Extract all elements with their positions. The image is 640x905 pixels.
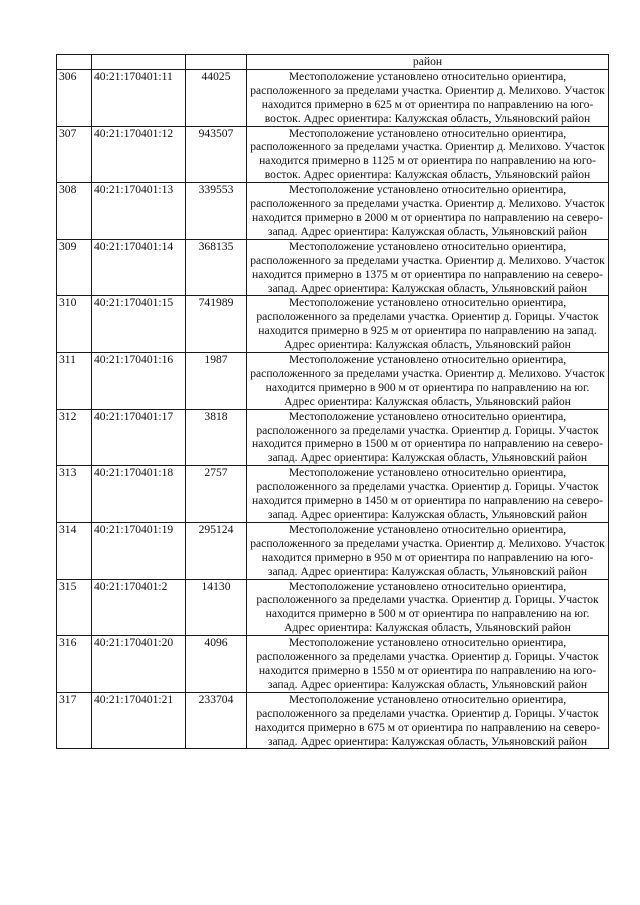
location-cell: Местоположение установлено относительно ориентира, расположенного за пределами участка. Ориентир д. Горицы. Участок находится примерно в 1550 м от ориентира по направлению на юго-запад. Адрес ориентира: Калужская область, Ульяновский район [247,636,609,693]
table-row [57,183,609,240]
location-cell: Местоположение установлено относительно ориентира, расположенного за пределами участка. Ориентир д. Горицы. Участок находится примерно в 500 м от ориентира по направлению на юг. Адрес ориентира: Калужская область, Ульяновский район [247,579,609,636]
row-number-cell: 316 [57,636,92,693]
row-number-cell: 309 [57,239,92,296]
row-number-cell: 306 [57,69,92,126]
continuation-cadastral-cell [92,55,186,70]
row-number-cell: 308 [57,183,92,240]
row-number-cell: 311 [57,353,92,410]
table-row [57,239,609,296]
location-cell: Местоположение установлено относительно ориентира, расположенного за пределами участка. Ориентир д. Мелихово. Участок находится примерно в 900 м от ориентира по направлению на юг. Адрес ориентира: Калужская область, Ульяновский район [247,353,609,410]
cadastral-number-cell: 40:21:170401:20 [92,636,186,693]
continuation-num-cell [57,55,92,70]
cadastral-number-cell: 40:21:170401:17 [92,409,186,466]
cadastral-number-cell: 40:21:170401:15 [92,296,186,353]
table-row [57,409,609,466]
land-plots-table [56,54,609,749]
location-cell: Местоположение установлено относительно ориентира, расположенного за пределами участка. Ориентир д. Мелихово. Участок находится примерно в 2000 м от ориентира по направлению на северо-запад. Адрес ориентира: Калужская область, Ульяновский район [247,183,609,240]
row-number-cell: 310 [57,296,92,353]
table-row [57,353,609,410]
table-body [57,55,609,749]
area-cell: 741989 [186,296,247,353]
cadastral-number-cell: 40:21:170401:19 [92,522,186,579]
location-cell: Местоположение установлено относительно ориентира, расположенного за пределами участка. Ориентир д. Горицы. Участок находится примерно в 1450 м от ориентира по направлению на северо-запад. Адрес ориентира: Калужская область, Ульяновский район [247,466,609,523]
table-row [57,579,609,636]
area-cell: 44025 [186,69,247,126]
area-cell: 14130 [186,579,247,636]
row-number-cell: 315 [57,579,92,636]
table-row [57,636,609,693]
location-cell: Местоположение установлено относительно ориентира, расположенного за пределами участка. Ориентир д. Горицы. Участок находится примерно в 675 м от ориентира по направлению на северо-запад. Адрес ориентира: Калужская область, Ульяновский район [247,692,609,749]
location-cell: Местоположение установлено относительно ориентира, расположенного за пределами участка. Ориентир д. Горицы. Участок находится примерно в 925 м от ориентира по направлению на запад. Адрес ориентира: Калужская область, Ульяновский район [247,296,609,353]
cadastral-number-cell: 40:21:170401:14 [92,239,186,296]
row-number-cell: 317 [57,692,92,749]
continuation-location-cell: район [247,55,609,70]
cadastral-number-cell: 40:21:170401:13 [92,183,186,240]
row-number-cell: 314 [57,522,92,579]
row-number-cell: 312 [57,409,92,466]
area-cell: 1987 [186,353,247,410]
area-cell: 3818 [186,409,247,466]
cadastral-number-cell: 40:21:170401:11 [92,69,186,126]
location-cell: Местоположение установлено относительно ориентира, расположенного за пределами участка. Ориентир д. Мелихово. Участок находится примерно в 1375 м от ориентира по направлению на северо-запад. Адрес ориентира: Калужская область, Ульяновский район [247,239,609,296]
continuation-area-cell [186,55,247,70]
table-row [57,692,609,749]
area-cell: 2757 [186,466,247,523]
table-row [57,126,609,183]
area-cell: 368135 [186,239,247,296]
location-cell: Местоположение установлено относительно ориентира, расположенного за пределами участка. Ориентир д. Мелихово. Участок находится примерно в 1125 м от ориентира по направлению на юго-восток. Адрес ориентира: Калужская область, Ульяновский район [247,126,609,183]
cadastral-number-cell: 40:21:170401:21 [92,692,186,749]
area-cell: 295124 [186,522,247,579]
location-cell: Местоположение установлено относительно ориентира, расположенного за пределами участка. Ориентир д. Мелихово. Участок находится примерно в 625 м от ориентира по направлению на юго-восток. Адрес ориентира: Калужская область, Ульяновский район [247,69,609,126]
table-row [57,296,609,353]
table-row [57,466,609,523]
cadastral-number-cell: 40:21:170401:12 [92,126,186,183]
area-cell: 233704 [186,692,247,749]
location-cell: Местоположение установлено относительно ориентира, расположенного за пределами участка. Ориентир д. Горицы. Участок находится примерно в 1500 м от ориентира по направлению на северо-запад. Адрес ориентира: Калужская область, Ульяновский район [247,409,609,466]
table-row [57,69,609,126]
row-number-cell: 307 [57,126,92,183]
cadastral-number-cell: 40:21:170401:2 [92,579,186,636]
continuation-row [57,55,609,70]
cadastral-number-cell: 40:21:170401:18 [92,466,186,523]
area-cell: 4096 [186,636,247,693]
area-cell: 943507 [186,126,247,183]
row-number-cell: 313 [57,466,92,523]
location-cell: Местоположение установлено относительно ориентира, расположенного за пределами участка. Ориентир д. Мелихово. Участок находится примерно в 950 м от ориентира по направлению на юго-запад. Адрес ориентира: Калужская область, Ульяновский район [247,522,609,579]
area-cell: 339553 [186,183,247,240]
table-row [57,522,609,579]
cadastral-number-cell: 40:21:170401:16 [92,353,186,410]
